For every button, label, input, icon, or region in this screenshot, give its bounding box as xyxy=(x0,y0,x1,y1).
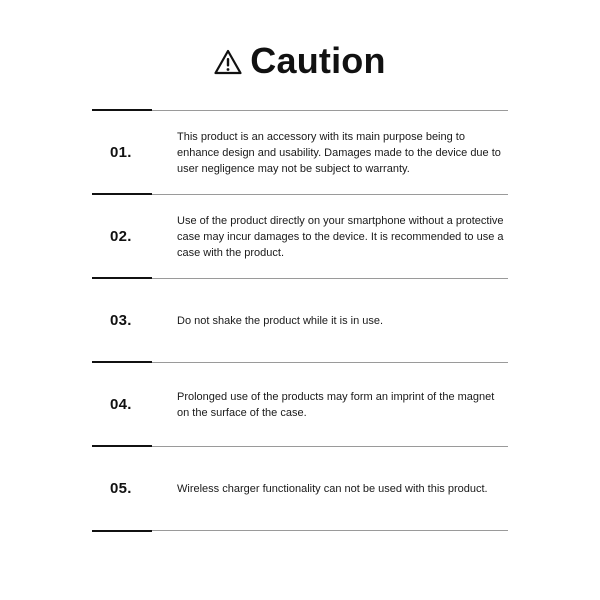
caution-item-5 xyxy=(92,446,508,531)
caution-item-2 xyxy=(92,194,508,278)
caution-item-3 xyxy=(92,278,508,362)
caution-header xyxy=(0,38,600,84)
item-text-content: Use of the product directly on your smartphone without a protective case may incur damages to the device. It is recommended to use a case with the product. xyxy=(177,214,504,259)
item-text xyxy=(177,363,508,446)
page-title: Caution xyxy=(250,40,386,81)
item-number: 02. xyxy=(110,228,132,245)
item-divider-accent xyxy=(92,530,152,532)
item-text-content: Do not shake the product while it is in use. xyxy=(177,314,384,327)
item-text-content: This product is an accessory with its main purpose being to enhance design and usability. Damages made to the device due to user negligence may not be subject to warranty. xyxy=(177,130,501,175)
item-text-content: Prolonged use of the products may form an imprint of the magnet on the surface of the case. xyxy=(177,390,495,419)
item-text xyxy=(177,195,508,278)
warning-triangle-icon xyxy=(214,49,242,75)
item-number: 05. xyxy=(110,480,132,497)
caution-item-4 xyxy=(92,362,508,446)
item-text xyxy=(177,111,508,194)
caution-item-1 xyxy=(92,110,508,194)
item-text xyxy=(177,447,508,530)
item-text xyxy=(177,279,508,362)
item-text-content: Wireless charger functionality can not be used with this product. xyxy=(177,482,488,495)
item-number: 03. xyxy=(110,312,132,329)
caution-list xyxy=(92,110,508,531)
item-number: 04. xyxy=(110,396,132,413)
item-number: 01. xyxy=(110,144,132,161)
